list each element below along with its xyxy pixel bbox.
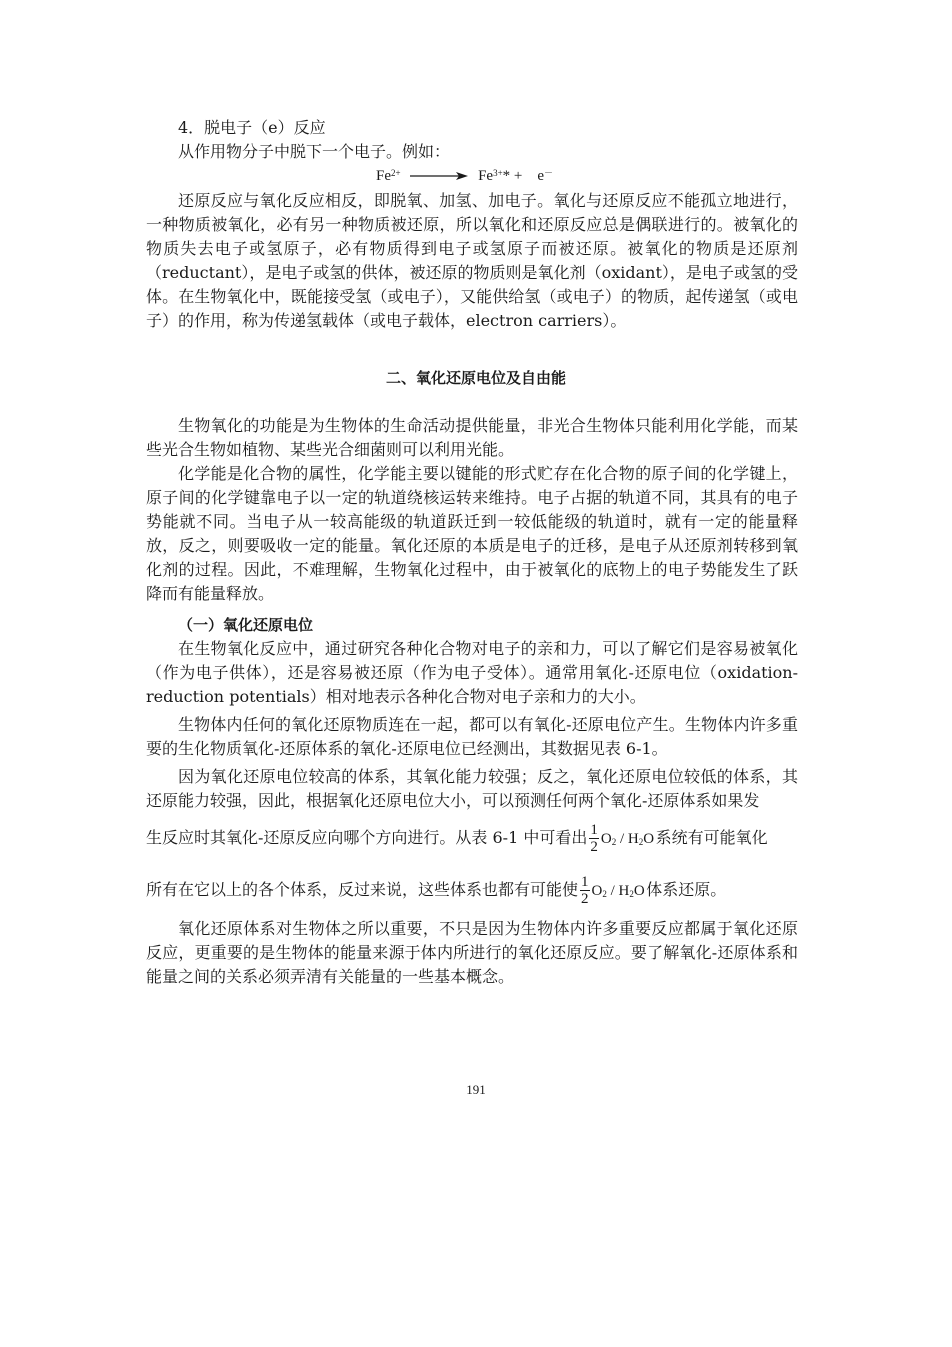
line-all-pre: 所有在它以上的各个体系，反过来说，这些体系也都有可能使 [146,880,579,899]
paragraph-because: 因为氧化还原电位较高的体系，其氧化能力较强；反之，氧化还原电位较低的体系，其还原能力较强，因此，根据氧化还原电位大小，可以预测任何两个氧化-还原体系如果发 [146,767,798,810]
paragraph-function: 生物氧化的功能是为生物体的生命活动提供能量，非光合生物体只能利用化学能，而某些光合生物如植物、某些光合细菌则可以利用光能。 [146,416,798,459]
fraction-numerator: 1 [590,822,598,838]
page-number: 191 [466,1082,486,1097]
paragraph-chemical-energy: 化学能是化合物的属性，化学能主要以键能的形式贮存在化合物的原子间的化学键上，原子间的化学键靠电子以一定的轨道绕核运转来维持。电子占据的轨道不同，其具有的电子势能就不同。当电子从一较高能级的轨道跃迁到一较低能级的轨道时，就有一定的能量释放，反之，则要吸收一定的能量。氧化还原的本质是电子的迁移，是电子从还原剂转移到氧化剂的过程。因此，不难理解，生物氧化过程中，由于被氧化的底物上的电子势能发生了跃降而有能量释放。 [146,464,798,603]
fraction-half [589,822,599,855]
eq-electron-charge: － [544,168,554,178]
fraction-denominator: 2 [590,839,598,855]
line-react-pre: 生反应时其氧化-还原反应向哪个方向进行。从表 6-1 中可看出 [146,828,588,847]
fraction-numerator: 1 [581,874,589,890]
eq-right-tail: * + e [502,168,545,184]
redox-couple: $O_2 / H_2O$ [600,831,655,847]
paragraph-affinity: 在生物氧化反应中，通过研究各种化合物对电子的亲和力，可以了解它们是容易被氧化（作为电子供体），还是容易被还原（作为电子受体）。通常用氧化-还原电位（oxidation-reduction potentials）相对地表示各种化合物对电子亲和力的大小。 [146,639,798,706]
fraction-denominator: 2 [581,891,589,907]
eq-right-species: Fe [478,168,494,184]
paragraph-reduction: 还原反应与氧化反应相反，即脱氧、加氢、加电子。氧化与还原反应不能孤立地进行，一种物质被氧化，必有另一种物质被还原，所以氧化和还原反应总是偶联进行的。被氧化的物质失去电子或氢原子，必有物质得到电子或氢原子而被还原。被氧化的物质是还原剂（reductant），是电子或氢的供体，被还原的物质则是氧化剂（oxidant），是电子或氢的受体。在生物氧化中，既能接受氢（或电子），又能供给氢（或电子）的物质，起传递氢（或电子）的作用，称为传递氢载体（或电子载体，electron carriers）。 [146,191,798,330]
line-react-direction [146,822,768,855]
line-all-post: 体系还原。 [646,880,727,899]
paragraph-connected: 生物体内任何的氧化还原物质连在一起，都可以有氧化-还原电位产生。生物体内许多重要的生化物质氧化-还原体系的氧化-还原电位已经测出，其数据见表 6-1。 [146,715,798,758]
eq-left-species: Fe [376,168,391,184]
line-all-systems [146,874,726,907]
eq-right-charge: 3+ [493,168,503,178]
subsection-heading-4: 4．脱电子（e）反应 [178,118,326,137]
electron-removal-equation [376,165,553,187]
section-title: 二、氧化还原电位及自由能 [385,369,566,387]
subsection-title: （一）氧化还原电位 [178,616,314,634]
eq-left-charge: 2+ [391,168,401,178]
intro-line: 从作用物分子中脱下一个电子。例如： [178,142,451,161]
fraction-half-2 [580,874,590,907]
line-react-post: 系统有可能氧化 [655,828,768,847]
reaction-arrow-icon [410,171,468,181]
redox-couple-2: $O_2 / H_2O$ [591,883,645,899]
paragraph-importance: 氧化还原体系对生物体之所以重要，不只是因为生物体内许多重要反应都属于氧化还原反应，更重要的是生物体的能量来源于体内所进行的氧化还原反应。要了解氧化-还原体系和能量之间的关系必须弄清有关能量的一些基本概念。 [146,919,798,986]
